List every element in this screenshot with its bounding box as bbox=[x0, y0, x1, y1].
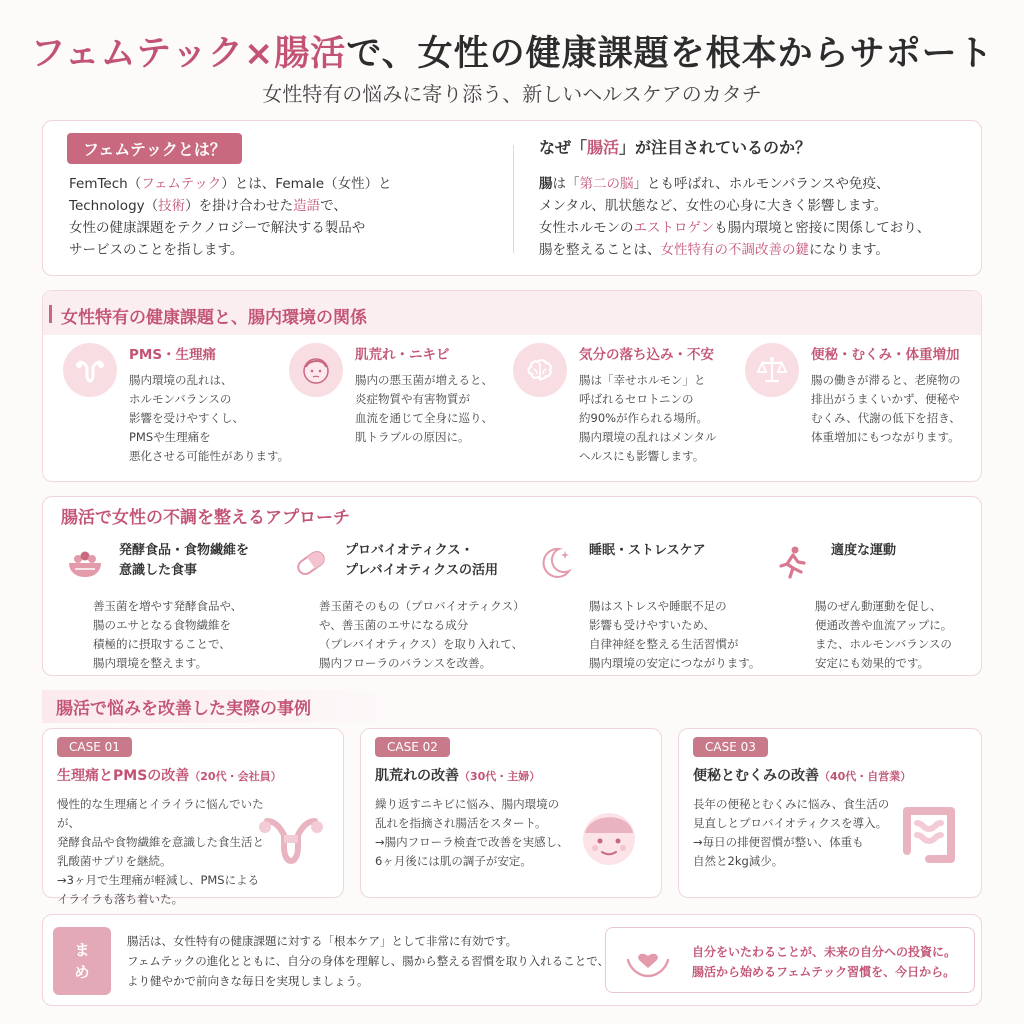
approach-panel bbox=[42, 496, 982, 676]
issues-panel bbox=[42, 290, 982, 482]
why-line2: メンタル、肌状態など、女性の心身に大きく影響します。 bbox=[539, 198, 888, 214]
why-head-c: 」が注目されているのか？ bbox=[619, 138, 812, 157]
femtech-line2a: Technology（ bbox=[69, 198, 159, 214]
approach-text: 腸のぜん動運動を促し、 便通改善や血流アップに。 また、ホルモンバランスの 安定にも効果的です。 bbox=[815, 599, 953, 670]
brain-icon bbox=[513, 343, 567, 397]
intestine-icon bbox=[891, 799, 967, 875]
summary-label: ま め bbox=[53, 927, 111, 995]
why-head-b: 腸活 bbox=[587, 138, 620, 157]
approach-title: 発酵食品・食物繊維を 意識した食事 bbox=[119, 543, 250, 578]
issues-band-bar bbox=[49, 305, 52, 323]
capsule-icon bbox=[289, 541, 333, 585]
femtech-line2c: ）を掛け合わせた bbox=[185, 198, 294, 214]
case-tag: CASE 03 bbox=[693, 737, 768, 757]
runner-icon bbox=[769, 541, 813, 585]
why-line4b: 女性特有の不調改善の鍵 bbox=[660, 242, 809, 258]
why-gut-description bbox=[539, 173, 979, 261]
issue-title: PMS・生理痛 bbox=[129, 347, 217, 363]
femtech-tag: フェムテックとは？ bbox=[67, 133, 242, 164]
case-tag: CASE 02 bbox=[375, 737, 450, 757]
why-line3a: 女性ホルモンの bbox=[539, 220, 634, 236]
case-text: 繰り返すニキビに悩み、腸内環境の 乱れを指摘され腸活をスタート。 →腸内フローラ検査で改善を実感し、 6ヶ月後には肌の調子が安定。 bbox=[375, 797, 569, 868]
femtech-line2d: 造語 bbox=[293, 198, 321, 214]
approach-title: 適度な運動 bbox=[831, 543, 897, 558]
scale-icon bbox=[745, 343, 799, 397]
approach-text: 善玉菌そのもの（プロバイオティクス） や、善玉菌のエサになる成分 （プレバイオティクス）を取り入れて、 腸内フローラのバランスを改善。 bbox=[319, 599, 525, 670]
page-title bbox=[0, 26, 1024, 76]
case-card-03 bbox=[678, 728, 982, 898]
title-rest: で、女性の健康課題を根本からサポート bbox=[346, 34, 994, 74]
intro-panel bbox=[42, 120, 982, 276]
femtech-line3: 女性の健康課題をテクノロジーで解決する製品や bbox=[69, 220, 366, 236]
case-card-01 bbox=[42, 728, 344, 906]
face-icon bbox=[571, 799, 647, 875]
case-tag: CASE 01 bbox=[57, 737, 132, 757]
why-line1d: 」とも呼ばれ、ホルモンバランスや免疫、 bbox=[633, 176, 890, 192]
uterus-icon bbox=[253, 799, 329, 875]
why-line1a: 腸 bbox=[539, 176, 553, 192]
issue-title: 肌荒れ・ニキビ bbox=[355, 347, 450, 363]
issue-text: 腸は「幸せホルモン」と 呼ばれるセロトニンの 約90%が作られる場所。 腸内環境の乱れはメンタル ヘルスにも影響します。 bbox=[579, 373, 717, 463]
case-title bbox=[693, 765, 911, 785]
femtech-line2e: で、 bbox=[320, 198, 347, 214]
case-title-main: 生理痛とPMSの改善 bbox=[57, 768, 190, 784]
issues-heading: 女性特有の健康課題と、腸内環境の関係 bbox=[61, 308, 367, 328]
summary-text: 腸活は、女性特有の健康課題に対する「根本ケア」として非常に有効です。 フェムテックの進化とともに、自分の身体を理解し、腸から整える習慣を取り入れることで、 より健やかで前向きな毎日を実現しましょう。 bbox=[127, 934, 609, 988]
summary-message-box bbox=[605, 927, 975, 993]
cases-heading: 腸活で悩みを改善した実際の事例 bbox=[42, 690, 411, 723]
case-title-main: 便秘とむくみの改善 bbox=[693, 768, 819, 784]
issue-text: 腸の働きが滞ると、老廃物の 排出がうまくいかず、便秘や むくみ、代謝の低下を招き、 体重増加にもつながります。 bbox=[811, 373, 961, 444]
intro-divider bbox=[513, 145, 514, 253]
bowl-icon bbox=[63, 541, 107, 585]
heart-hands-icon bbox=[624, 938, 672, 982]
case-title-main: 肌荒れの改善 bbox=[375, 768, 459, 784]
why-gut-heading bbox=[539, 135, 811, 158]
case-card-02 bbox=[360, 728, 662, 898]
case-title-sub: （20代・会社員） bbox=[189, 770, 282, 783]
why-head-a: なぜ「 bbox=[539, 138, 588, 157]
case-title bbox=[57, 765, 282, 785]
issue-title: 便秘・むくみ・体重増加 bbox=[811, 347, 960, 363]
uterus-icon bbox=[63, 343, 117, 397]
issue-title: 気分の落ち込み・不安 bbox=[579, 347, 714, 363]
issue-text: 腸内の悪玉菌が増えると、 炎症物質や有害物質が 血流を通じて全身に巡り、 肌トラブルの原因に。 bbox=[355, 373, 493, 444]
case-title bbox=[375, 765, 540, 785]
case-text: 長年の便秘とむくみに悩み、食生活の 見直しとプロバイオティクスを導入。 →毎日の排便習慣が整い、体重も 自然と2kg減少。 bbox=[693, 797, 890, 868]
why-line4a: 腸を整えることは、 bbox=[539, 242, 661, 258]
femtech-line1b: フェムテック bbox=[141, 176, 222, 192]
case-title-sub: （40代・自営業） bbox=[819, 770, 912, 783]
why-line3c: も腸内環境と密接に関係しており、 bbox=[714, 220, 931, 236]
why-line4c: になります。 bbox=[809, 242, 889, 258]
why-line1b: は「 bbox=[552, 176, 580, 192]
why-line1c: 第二の脳 bbox=[579, 176, 634, 192]
femtech-line1c: ）とは、Female（女性）と bbox=[221, 176, 392, 192]
issue-text: 腸内環境の乱れは、 ホルモンバランスの 影響を受けやすくし、 PMSや生理痛を 悪化させる可能性があります。 bbox=[129, 373, 290, 463]
moon-icon bbox=[533, 541, 577, 585]
page-subtitle: 女性特有の悩みに寄り添う、新しいヘルスケアのカタチ bbox=[262, 82, 762, 106]
title-accent: フェムテック×腸活 bbox=[30, 34, 347, 74]
femtech-line4: サービスのことを指します。 bbox=[69, 242, 244, 258]
approach-heading: 腸活で女性の不調を整えるアプローチ bbox=[61, 508, 350, 528]
approach-title: プロバイオティクス・ プレバイオティクスの活用 bbox=[345, 543, 499, 578]
femtech-line2b: 技術 bbox=[158, 198, 186, 214]
approach-text: 善玉菌を増やす発酵食品や、 腸のエサとなる食物繊維を 積極的に摂取することで、 腸内環境を整えます。 bbox=[93, 599, 243, 670]
face-icon bbox=[289, 343, 343, 397]
summary-message: 自分をいたわることが、未来の自分への投資に。 腸活から始めるフェムテック習慣を、今日から。 bbox=[692, 945, 957, 979]
femtech-description bbox=[69, 173, 509, 261]
case-text: 慢性的な生理痛とイライラに悩んでいたが、 発酵食品や食物繊維を意識した食生活と 乳酸菌サプリを継続。 →3ヶ月で生理痛が軽減し、PMSによる イライラも落ち着いた。 bbox=[57, 797, 264, 906]
why-line3b: エストロゲン bbox=[633, 220, 715, 236]
case-title-sub: （30代・主婦） bbox=[459, 770, 541, 783]
approach-title: 睡眠・ストレスケア bbox=[589, 543, 706, 558]
summary-panel bbox=[42, 914, 982, 1006]
femtech-line1a: FemTech（ bbox=[69, 176, 142, 192]
approach-text: 腸はストレスや睡眠不足の 影響も受けやすいため、 自律神経を整える生活習慣が 腸内環境の安定につながります。 bbox=[589, 599, 761, 670]
